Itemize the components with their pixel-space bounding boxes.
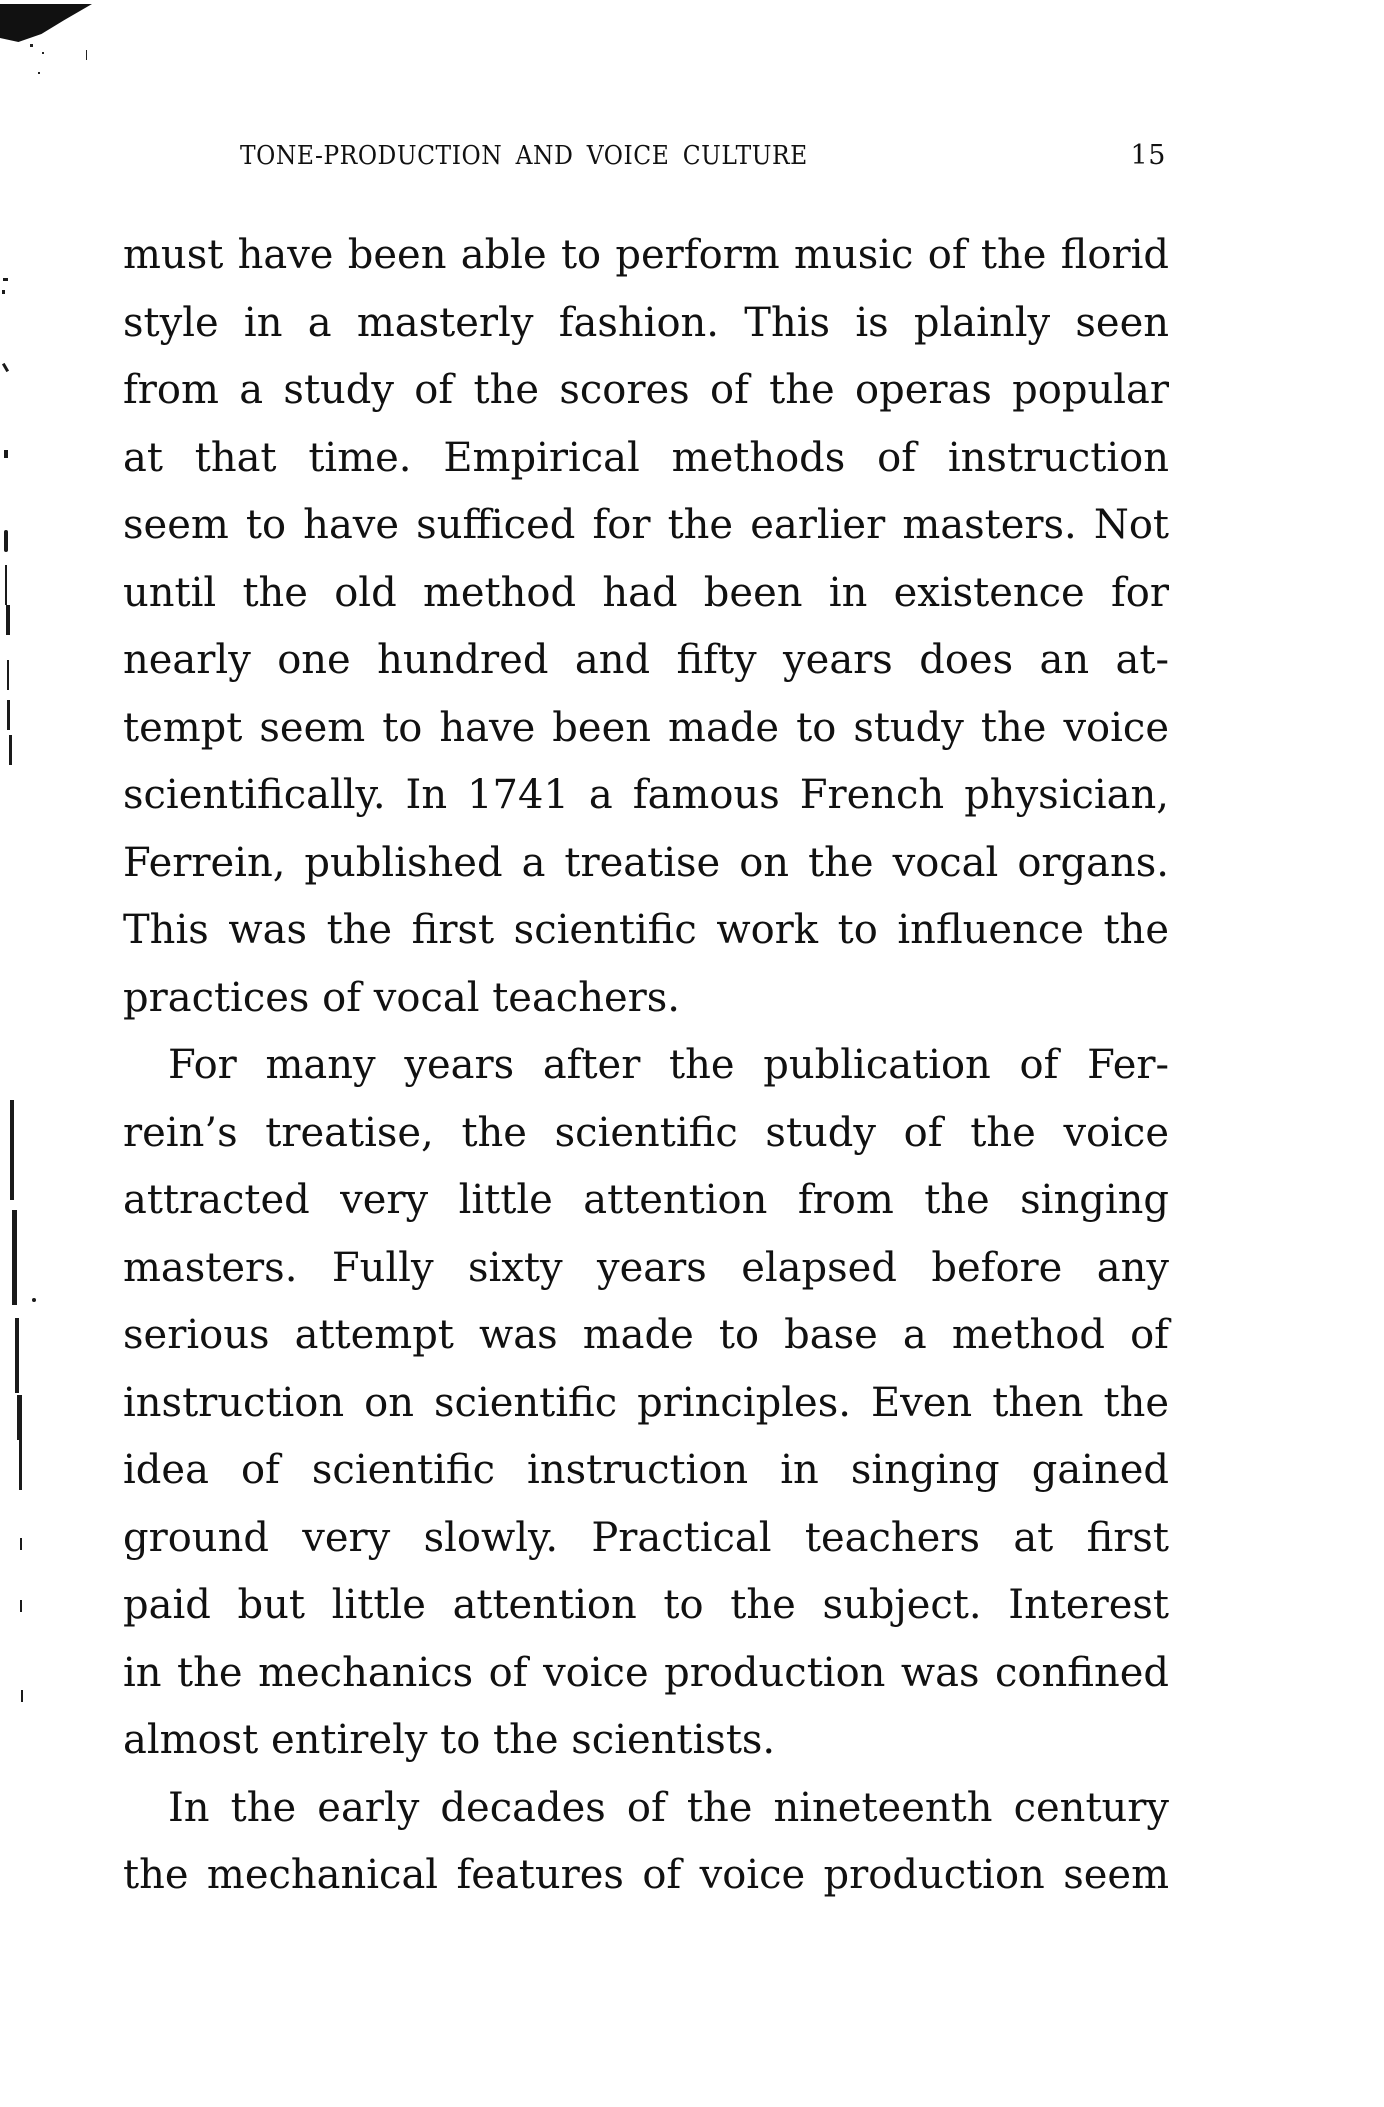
text-line: idea of scientific instruction in singing gained [123,1447,1169,1493]
text-line: serious attempt was made to base a method of [123,1312,1169,1358]
text-line: instruction on scientific principles. Even then the [123,1379,1169,1426]
page-edge-mark [20,1600,22,1612]
page-number: 15 [1130,140,1166,171]
text-line: from a study of the scores of the operas popular [123,367,1169,413]
scan-speck [42,52,44,54]
scan-speck [38,72,40,74]
text-line: rein’s treatise, the scientific study of the voice [123,1109,1169,1156]
paragraph [123,1775,1169,1910]
text-line: masters. Fully sixty years elapsed before any [123,1244,1169,1291]
page-edge-mark [6,605,10,635]
page-edge-mark [32,1298,36,1302]
text-line: at that time. Empirical methods of instruction [123,434,1169,481]
text-line: attracted very little attention from the singing [123,1177,1169,1223]
page-edge-mark [19,1440,22,1490]
running-head-title: TONE-PRODUCTION AND VOICE CULTURE [240,141,808,171]
text-line: must have been able to perform music of the florid [123,232,1169,278]
text-line: style in a masterly fashion. This is plainly seen [123,299,1169,346]
text-line: in the mechanics of voice production was confined [123,1649,1169,1696]
page-edge-mark [10,1100,14,1200]
text-line: Ferrein, published a treatise on the vocal organs. [123,839,1169,886]
text-line: In the early decades of the nineteenth century [168,1784,1169,1831]
page-edge-mark [2,290,5,294]
page-edge-mark [3,278,8,281]
scan-speck [30,44,33,47]
page-edge-mark [17,1395,22,1440]
page-edge-mark [7,660,9,690]
page-edge-mark [9,735,12,765]
paragraph [123,1032,1169,1775]
page-edge-mark [4,450,8,458]
page-edge-mark [20,1538,22,1550]
page-edge-mark [4,530,8,552]
text-line: tempt seem to have been made to study the voice [123,704,1169,751]
text-line: This was the first scientific work to influence the [123,907,1169,953]
paragraph [123,222,1169,1032]
page-edge-mark [21,1690,23,1702]
text-line: until the old method had been in existence for [123,569,1169,616]
scan-speck [86,50,87,60]
running-head [240,140,1170,174]
page-edge-mark [2,363,9,372]
text-line: ground very slowly. Practical teachers at first [123,1514,1169,1561]
text-line: seem to have sufficed for the earlier masters. Not [123,502,1169,548]
text-line: nearly one hundred and fifty years does an at- [123,637,1169,683]
page-edge-mark [15,1318,19,1393]
page-edge-mark [12,1210,17,1305]
body-text [123,222,1169,1910]
text-line: practices of vocal teachers. [123,974,680,1021]
scan-shadow-corner [0,4,92,44]
text-line: For many years after the publication of Fer- [168,1042,1169,1088]
text-line: almost entirely to the scientists. [123,1717,776,1763]
page-edge-mark [5,565,7,605]
text-line: scientifically. In 1741 a famous French physician, [123,772,1169,818]
page-edge-mark [7,700,10,730]
text-line: the mechanical features of voice production seem [123,1852,1169,1898]
text-line: paid but little attention to the subject. Interest [123,1582,1169,1628]
